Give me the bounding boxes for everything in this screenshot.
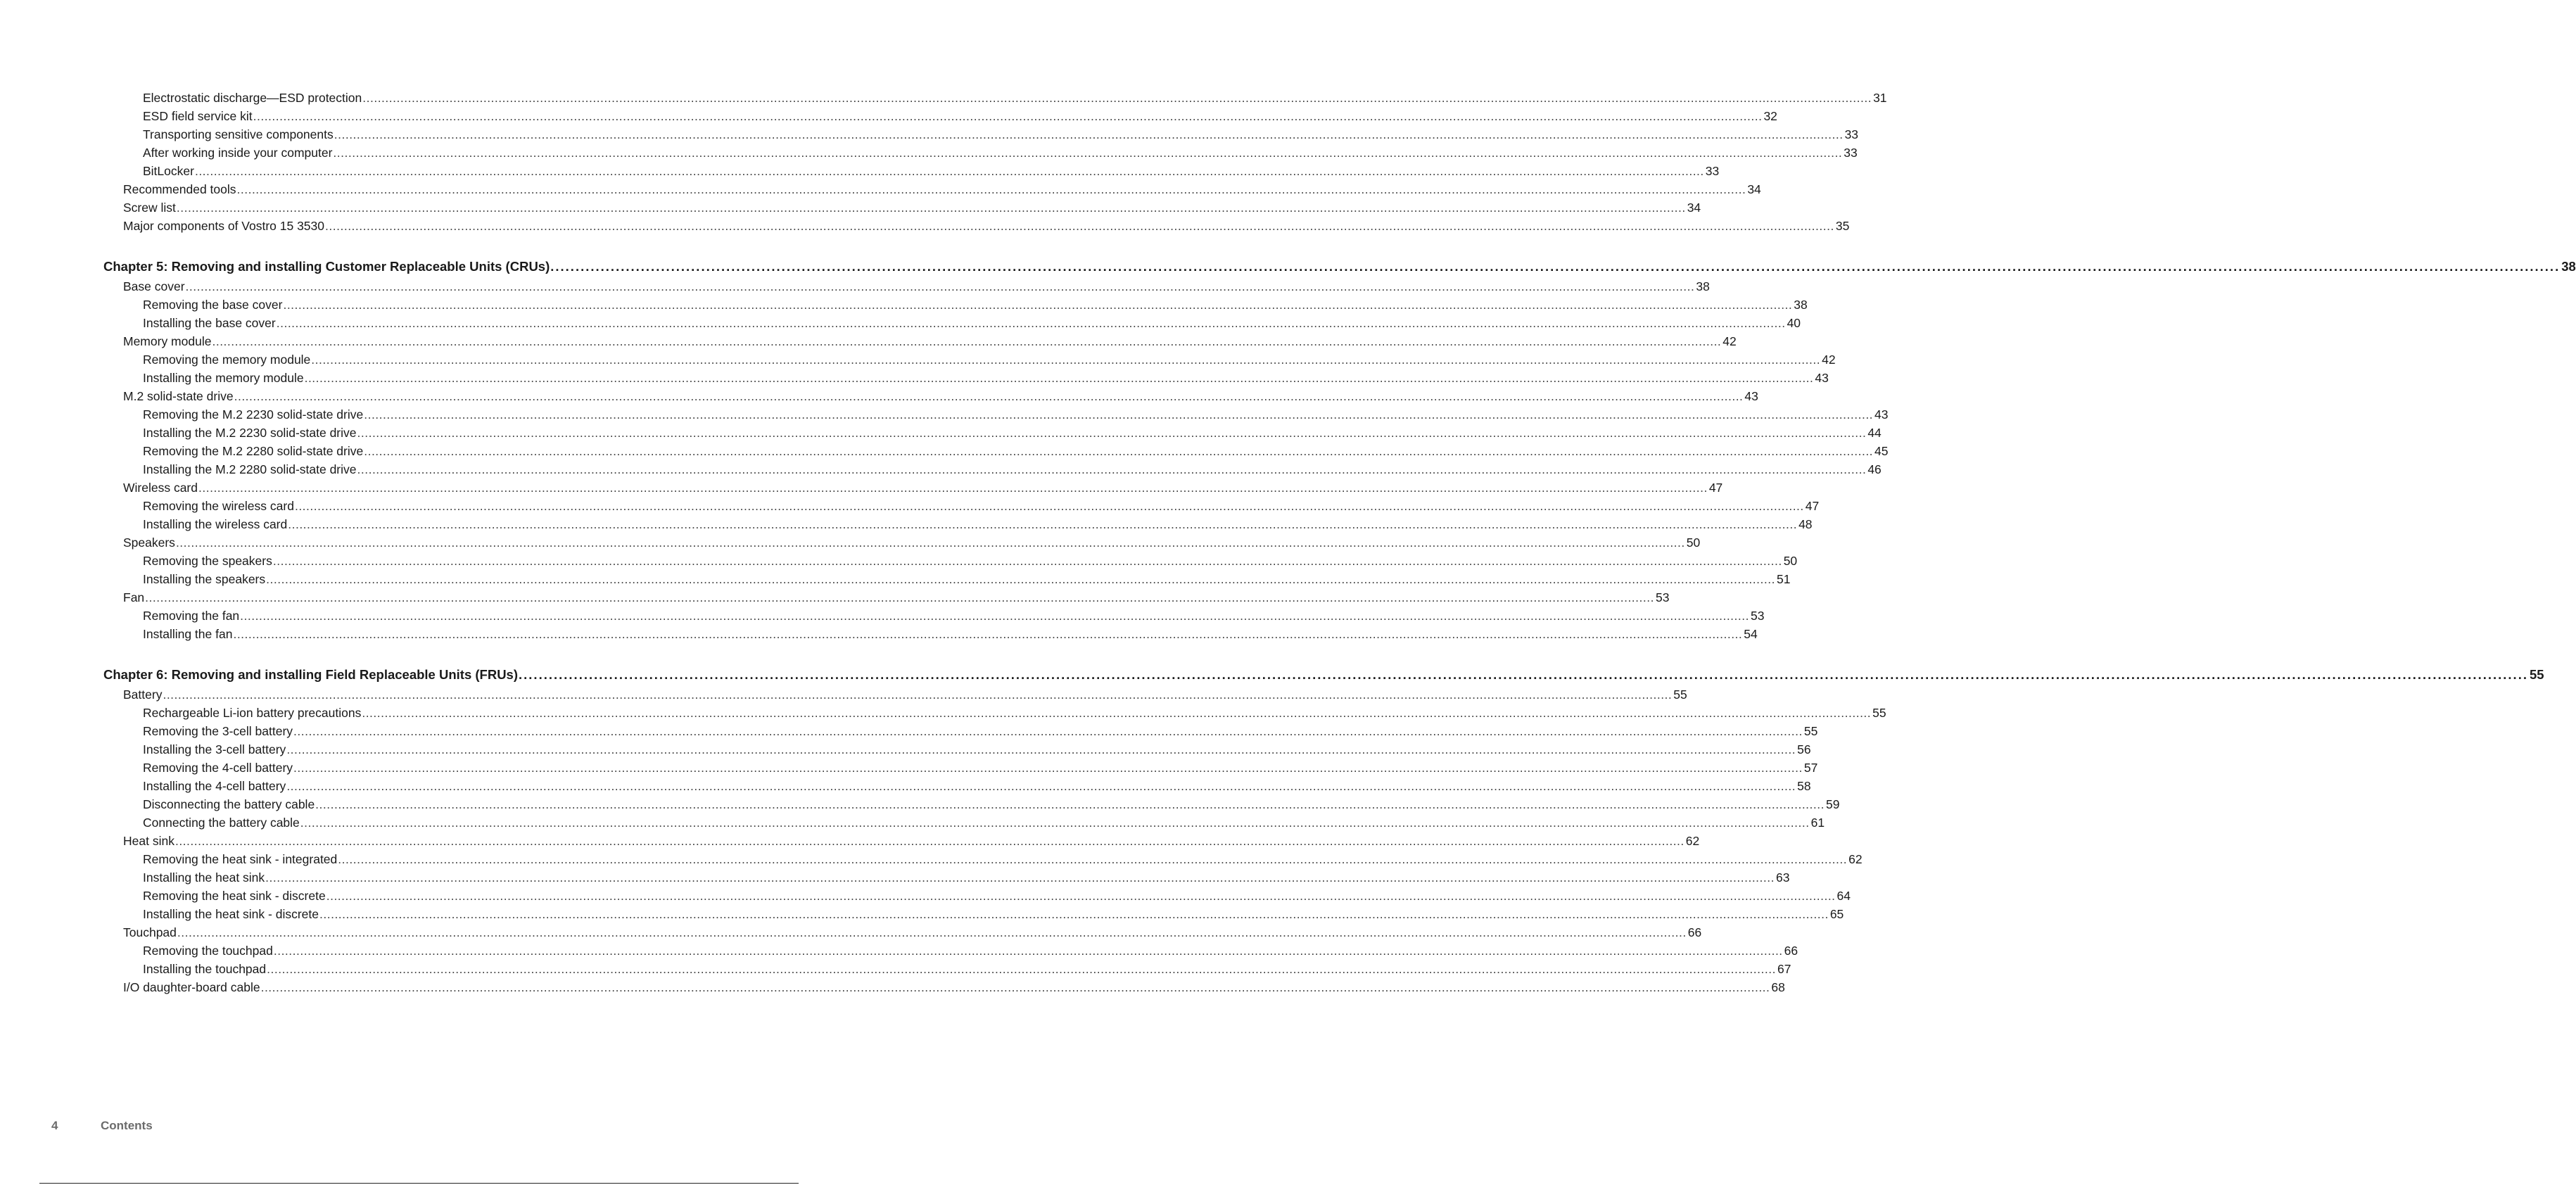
dot-leader: ................................................................................................................................................................................................................................................................................................................................................................................................................ — [362, 91, 1872, 105]
toc-entry-page-number: 32 — [1763, 109, 1777, 123]
toc-entry-label: Installing the speakers — [143, 572, 266, 586]
dot-leader: ................................................................................................................................................................................................................................................................................................................................................................................................................ — [286, 779, 1796, 793]
toc-entry[interactable] — [143, 868, 1790, 887]
toc-entry-page-number: 43 — [1815, 371, 1829, 385]
dot-leader: ................................................................................................................................................................................................................................................................................................................................................................................................................ — [362, 706, 1872, 720]
toc-entry-label: Installing the heat sink — [143, 870, 265, 885]
dot-leader: ................................................................................................................................................................................................................................................................................................................................................................................................................ — [212, 334, 1722, 348]
dot-leader: ................................................................................................................................................................................................................................................................................................................................................................................................................ — [364, 444, 1874, 458]
dot-leader: ................................................................................................................................................................................................................................................................................................................................................................................................................ — [333, 146, 1843, 160]
toc-entry-page-number: 66 — [1687, 925, 1702, 939]
toc-entry-page-number: 38 — [1696, 279, 1710, 293]
toc-entry[interactable] — [143, 350, 1836, 369]
toc-entry-label: Heat sink — [123, 834, 175, 848]
toc-entry-label: Installing the 3-cell battery — [143, 742, 286, 756]
dot-leader: ................................................................................................................................................................................................................................................................................................................................................................................................................ — [304, 371, 1814, 385]
dot-leader: ................................................................................................................................................................................................................................................................................................................................................................................................................ — [234, 389, 1744, 403]
toc-entry-page-number: 64 — [1836, 889, 1851, 903]
toc-entry[interactable] — [143, 625, 1758, 643]
toc-entry[interactable] — [123, 479, 1723, 497]
toc-entry-label: Installing the heat sink - discrete — [143, 907, 319, 921]
toc-entry-label: Recommended tools — [123, 182, 236, 196]
page-footer — [51, 1119, 153, 1133]
dot-leader: ................................................................................................................................................................................................................................................................................................................................................................................................................ — [326, 889, 1836, 903]
toc-entry-page-number: 51 — [1776, 572, 1791, 586]
toc-entry-page-number: 33 — [1844, 146, 1858, 160]
toc-entry-page-number: 38 — [1794, 298, 1808, 312]
toc-entry-label: Installing the M.2 2280 solid-state drive — [143, 462, 357, 476]
toc-entry[interactable] — [123, 277, 1710, 296]
toc-entry-page-number: 63 — [1776, 870, 1790, 885]
toc-entry-page-number: 58 — [1797, 779, 1811, 793]
toc-entry-page-number: 38 — [2561, 259, 2576, 274]
dot-leader: ................................................................................................................................................................................................................................................................................................................................................................................................................ — [145, 590, 1654, 604]
toc-entry[interactable] — [143, 607, 1765, 625]
dot-leader: ................................................................................................................................................................................................................................................................................................................................................................................................................ — [288, 517, 1798, 531]
dot-leader: ................................................................................................................................................................................................................................................................................................................................................................................................................ — [276, 316, 1786, 330]
footer-page-number: 4 — [51, 1119, 58, 1132]
toc-entry-page-number: 61 — [1810, 816, 1825, 830]
dot-leader: ................................................................................................................................................................................................................................................................................................................................................................................................................ — [293, 761, 1803, 775]
toc-chapter-entry[interactable] — [103, 664, 2544, 685]
toc-entry-label: Removing the M.2 2280 solid-state drive — [143, 444, 364, 458]
toc-entry-label: Rechargeable Li-ion battery precautions — [143, 706, 362, 720]
toc-entry[interactable] — [143, 497, 1820, 515]
toc-entry-label: After working inside your computer — [143, 146, 333, 160]
toc-entry-label: Removing the heat sink - integrated — [143, 852, 338, 866]
toc-entry-label: Removing the memory module — [143, 353, 311, 367]
toc-entry-label: Removing the 3-cell battery — [143, 724, 293, 738]
toc-entry-label: Chapter 5: Removing and installing Customer Replaceable Units (CRUs) — [103, 259, 550, 274]
dot-leader: ................................................................................................................................................................................................................................................................................................................................................................................................................ — [550, 259, 2561, 274]
toc-entry[interactable] — [143, 314, 1801, 332]
dot-leader: ................................................................................................................................................................................................................................................................................................................................................................................................................ — [311, 353, 1821, 367]
dot-leader: ................................................................................................................................................................................................................................................................................................................................................................................................................ — [293, 724, 1803, 738]
toc-entry-page-number: 55 — [2529, 667, 2544, 682]
toc-entry[interactable] — [143, 942, 1798, 960]
dot-leader: ................................................................................................................................................................................................................................................................................................................................................................................................................ — [300, 816, 1810, 830]
toc-entry[interactable] — [143, 777, 1811, 795]
toc-entry-label: Installing the memory module — [143, 371, 304, 385]
dot-leader: ................................................................................................................................................................................................................................................................................................................................................................................................................ — [334, 127, 1844, 141]
toc-entry-page-number: 34 — [1687, 201, 1701, 215]
toc-entry[interactable] — [143, 442, 1889, 460]
toc-entry-label: BitLocker — [143, 164, 194, 178]
toc-entry[interactable] — [143, 905, 1844, 923]
toc-entry-label: Memory module — [123, 334, 212, 348]
toc-entry-label: Electrostatic discharge—ESD protection — [143, 91, 362, 105]
toc-entry[interactable] — [143, 552, 1798, 570]
toc-entry[interactable] — [143, 722, 1818, 740]
dot-leader: ................................................................................................................................................................................................................................................................................................................................................................................................................ — [273, 944, 1783, 958]
dot-leader: ................................................................................................................................................................................................................................................................................................................................................................................................................ — [176, 201, 1686, 215]
toc-entry[interactable] — [123, 978, 1785, 996]
toc-entry-page-number: 42 — [1722, 334, 1737, 348]
toc-entry[interactable] — [143, 704, 1886, 722]
toc-entry-page-number: 35 — [1835, 219, 1850, 233]
toc-entry[interactable] — [123, 180, 1761, 198]
dot-leader: ................................................................................................................................................................................................................................................................................................................................................................................................................ — [338, 852, 1848, 866]
toc-entry[interactable] — [143, 795, 1840, 813]
toc-chapter-entry[interactable] — [103, 256, 2576, 277]
dot-leader: ................................................................................................................................................................................................................................................................................................................................................................................................................ — [253, 109, 1763, 123]
toc-entry-page-number: 57 — [1803, 761, 1818, 775]
dot-leader: ................................................................................................................................................................................................................................................................................................................................................................................................................ — [175, 834, 1684, 848]
toc-entry-label: Removing the base cover — [143, 298, 283, 312]
dot-leader: ................................................................................................................................................................................................................................................................................................................................................................................................................ — [357, 462, 1867, 476]
toc-entry-label: Removing the 4-cell battery — [143, 761, 293, 775]
toc-entry-page-number: 62 — [1848, 852, 1863, 866]
toc-entry-page-number: 53 — [1655, 590, 1670, 604]
toc-entry-page-number: 46 — [1867, 462, 1882, 476]
toc-entry[interactable] — [143, 759, 1818, 777]
toc-entry-page-number: 66 — [1784, 944, 1798, 958]
toc-entry-page-number: 34 — [1747, 182, 1761, 196]
toc-entry[interactable] — [143, 405, 1889, 424]
dot-leader: ................................................................................................................................................................................................................................................................................................................................................................................................................ — [240, 609, 1749, 623]
dot-leader: ................................................................................................................................................................................................................................................................................................................................................................................................................ — [286, 742, 1796, 756]
dot-leader: ................................................................................................................................................................................................................................................................................................................................................................................................................ — [194, 164, 1704, 178]
dot-leader: ................................................................................................................................................................................................................................................................................................................................................................................................................ — [266, 572, 1775, 586]
toc-entry-page-number: 48 — [1798, 517, 1813, 531]
toc-entry[interactable] — [143, 424, 1882, 442]
toc-entry-label: Disconnecting the battery cable — [143, 797, 315, 811]
toc-entry[interactable] — [123, 387, 1758, 405]
toc-entry-page-number: 50 — [1783, 554, 1798, 568]
toc-entry-label: Wireless card — [123, 481, 198, 495]
dot-leader: ................................................................................................................................................................................................................................................................................................................................................................................................................ — [315, 797, 1825, 811]
dot-leader: ................................................................................................................................................................................................................................................................................................................................................................................................................ — [283, 298, 1793, 312]
toc-entry-label: Removing the speakers — [143, 554, 272, 568]
dot-leader: ................................................................................................................................................................................................................................................................................................................................................................................................................ — [185, 279, 1695, 293]
dot-leader: ................................................................................................................................................................................................................................................................................................................................................................................................................ — [325, 219, 1834, 233]
toc-entry-page-number: 47 — [1708, 481, 1723, 495]
toc-entry-label: Installing the touchpad — [143, 962, 267, 976]
toc-entry[interactable] — [143, 515, 1813, 533]
toc-entry-label: Removing the touchpad — [143, 944, 273, 958]
toc-entry-page-number: 45 — [1874, 444, 1889, 458]
toc-entry[interactable] — [143, 740, 1811, 759]
toc-entry-page-number: 42 — [1822, 353, 1836, 367]
dot-leader: ................................................................................................................................................................................................................................................................................................................................................................................................................ — [260, 980, 1770, 994]
dot-leader: ................................................................................................................................................................................................................................................................................................................................................................................................................ — [319, 907, 1829, 921]
toc-entry-page-number: 65 — [1829, 907, 1844, 921]
toc-entry-label: Installing the base cover — [143, 316, 276, 330]
toc-entry-label: Speakers — [123, 536, 175, 550]
bottom-divider — [39, 1183, 799, 1184]
toc-entry-page-number: 54 — [1744, 627, 1758, 641]
footer-section-title: Contents — [101, 1119, 153, 1132]
toc-entry-label: Major components of Vostro 15 3530 — [123, 219, 325, 233]
toc-entry-label: Fan — [123, 590, 145, 604]
toc-entry-label: Installing the wireless card — [143, 517, 288, 531]
toc-entry-page-number: 44 — [1867, 426, 1882, 440]
toc-entry-label: M.2 solid-state drive — [123, 389, 234, 403]
toc-entry-label: Removing the M.2 2230 solid-state drive — [143, 407, 364, 422]
toc-entry[interactable] — [143, 162, 1720, 180]
dot-leader: ................................................................................................................................................................................................................................................................................................................................................................................................................ — [357, 426, 1867, 440]
toc-entry-page-number: 67 — [1777, 962, 1791, 976]
toc-entry-page-number: 68 — [1771, 980, 1785, 994]
toc-entry-label: I/O daughter-board cable — [123, 980, 260, 994]
toc-entry-label: Touchpad — [123, 925, 177, 939]
toc-entry-page-number: 55 — [1872, 706, 1886, 720]
toc-entry[interactable] — [143, 125, 1859, 144]
toc-entry[interactable] — [143, 887, 1851, 905]
toc-entry[interactable] — [123, 832, 1700, 850]
toc-entry-label: Screw list — [123, 201, 176, 215]
dot-leader: ................................................................................................................................................................................................................................................................................................................................................................................................................ — [198, 481, 1708, 495]
toc-entry-page-number: 50 — [1686, 536, 1701, 550]
toc-entry[interactable] — [143, 850, 1863, 868]
toc-entry-page-number: 53 — [1751, 609, 1765, 623]
toc-entry[interactable] — [123, 217, 1850, 235]
toc-entry-page-number: 40 — [1787, 316, 1801, 330]
dot-leader: ................................................................................................................................................................................................................................................................................................................................................................................................................ — [272, 554, 1782, 568]
dot-leader: ................................................................................................................................................................................................................................................................................................................................................................................................................ — [236, 182, 1746, 196]
toc-entry[interactable] — [123, 533, 1701, 552]
toc-entry-page-number: 56 — [1797, 742, 1811, 756]
toc-entry-label: Removing the fan — [143, 609, 240, 623]
toc-entry-label: ESD field service kit — [143, 109, 253, 123]
toc-entry-label: Transporting sensitive components — [143, 127, 334, 141]
toc-entry-page-number: 43 — [1874, 407, 1889, 422]
toc-entry-label: Installing the 4-cell battery — [143, 779, 286, 793]
dot-leader: ................................................................................................................................................................................................................................................................................................................................................................................................................ — [265, 870, 1775, 885]
toc-entry-page-number: 33 — [1705, 164, 1720, 178]
dot-leader: ................................................................................................................................................................................................................................................................................................................................................................................................................ — [177, 925, 1687, 939]
toc-entry[interactable] — [143, 107, 1777, 125]
toc-entry[interactable] — [143, 144, 1858, 162]
toc-entry-page-number: 33 — [1844, 127, 1859, 141]
toc-entry-label: Removing the heat sink - discrete — [143, 889, 326, 903]
toc-entry[interactable] — [143, 460, 1882, 479]
toc-entry[interactable] — [143, 813, 1825, 832]
dot-leader: ................................................................................................................................................................................................................................................................................................................................................................................................................ — [267, 962, 1776, 976]
toc-entry[interactable] — [123, 923, 1702, 942]
dot-leader: ................................................................................................................................................................................................................................................................................................................................................................................................................ — [519, 667, 2528, 682]
toc-entry[interactable] — [143, 296, 1808, 314]
toc-entry-label: Removing the wireless card — [143, 499, 294, 513]
toc-entry[interactable] — [123, 332, 1737, 350]
toc-entry-page-number: 47 — [1805, 499, 1820, 513]
toc-entry-page-number: 62 — [1685, 834, 1700, 848]
toc-entry[interactable] — [123, 685, 1687, 704]
toc-entry-page-number: 31 — [1873, 91, 1887, 105]
toc-entry-label: Base cover — [123, 279, 185, 293]
dot-leader: ................................................................................................................................................................................................................................................................................................................................................................................................................ — [175, 536, 1685, 550]
toc-entry[interactable] — [143, 89, 1887, 107]
toc-entry[interactable] — [143, 570, 1791, 588]
toc-entry-label: Installing the M.2 2230 solid-state drive — [143, 426, 357, 440]
toc-entry[interactable] — [143, 369, 1829, 387]
toc-entry-page-number: 59 — [1826, 797, 1840, 811]
dot-leader: ................................................................................................................................................................................................................................................................................................................................................................................................................ — [233, 627, 1743, 641]
dot-leader: ................................................................................................................................................................................................................................................................................................................................................................................................................ — [294, 499, 1804, 513]
toc-entry[interactable] — [143, 960, 1791, 978]
toc-entry[interactable] — [123, 198, 1701, 217]
toc-entry-label: Connecting the battery cable — [143, 816, 300, 830]
dot-leader: ................................................................................................................................................................................................................................................................................................................................................................................................................ — [163, 687, 1673, 702]
toc-entry-page-number: 55 — [1803, 724, 1818, 738]
toc-entry-page-number: 43 — [1744, 389, 1758, 403]
toc-entry-label: Installing the fan — [143, 627, 233, 641]
toc-entry-label: Chapter 6: Removing and installing Field Replaceable Units (FRUs) — [103, 667, 519, 682]
toc-entry-page-number: 55 — [1673, 687, 1687, 702]
dot-leader: ................................................................................................................................................................................................................................................................................................................................................................................................................ — [364, 407, 1874, 422]
toc-entry-label: Battery — [123, 687, 163, 702]
toc-entry[interactable] — [123, 588, 1670, 607]
